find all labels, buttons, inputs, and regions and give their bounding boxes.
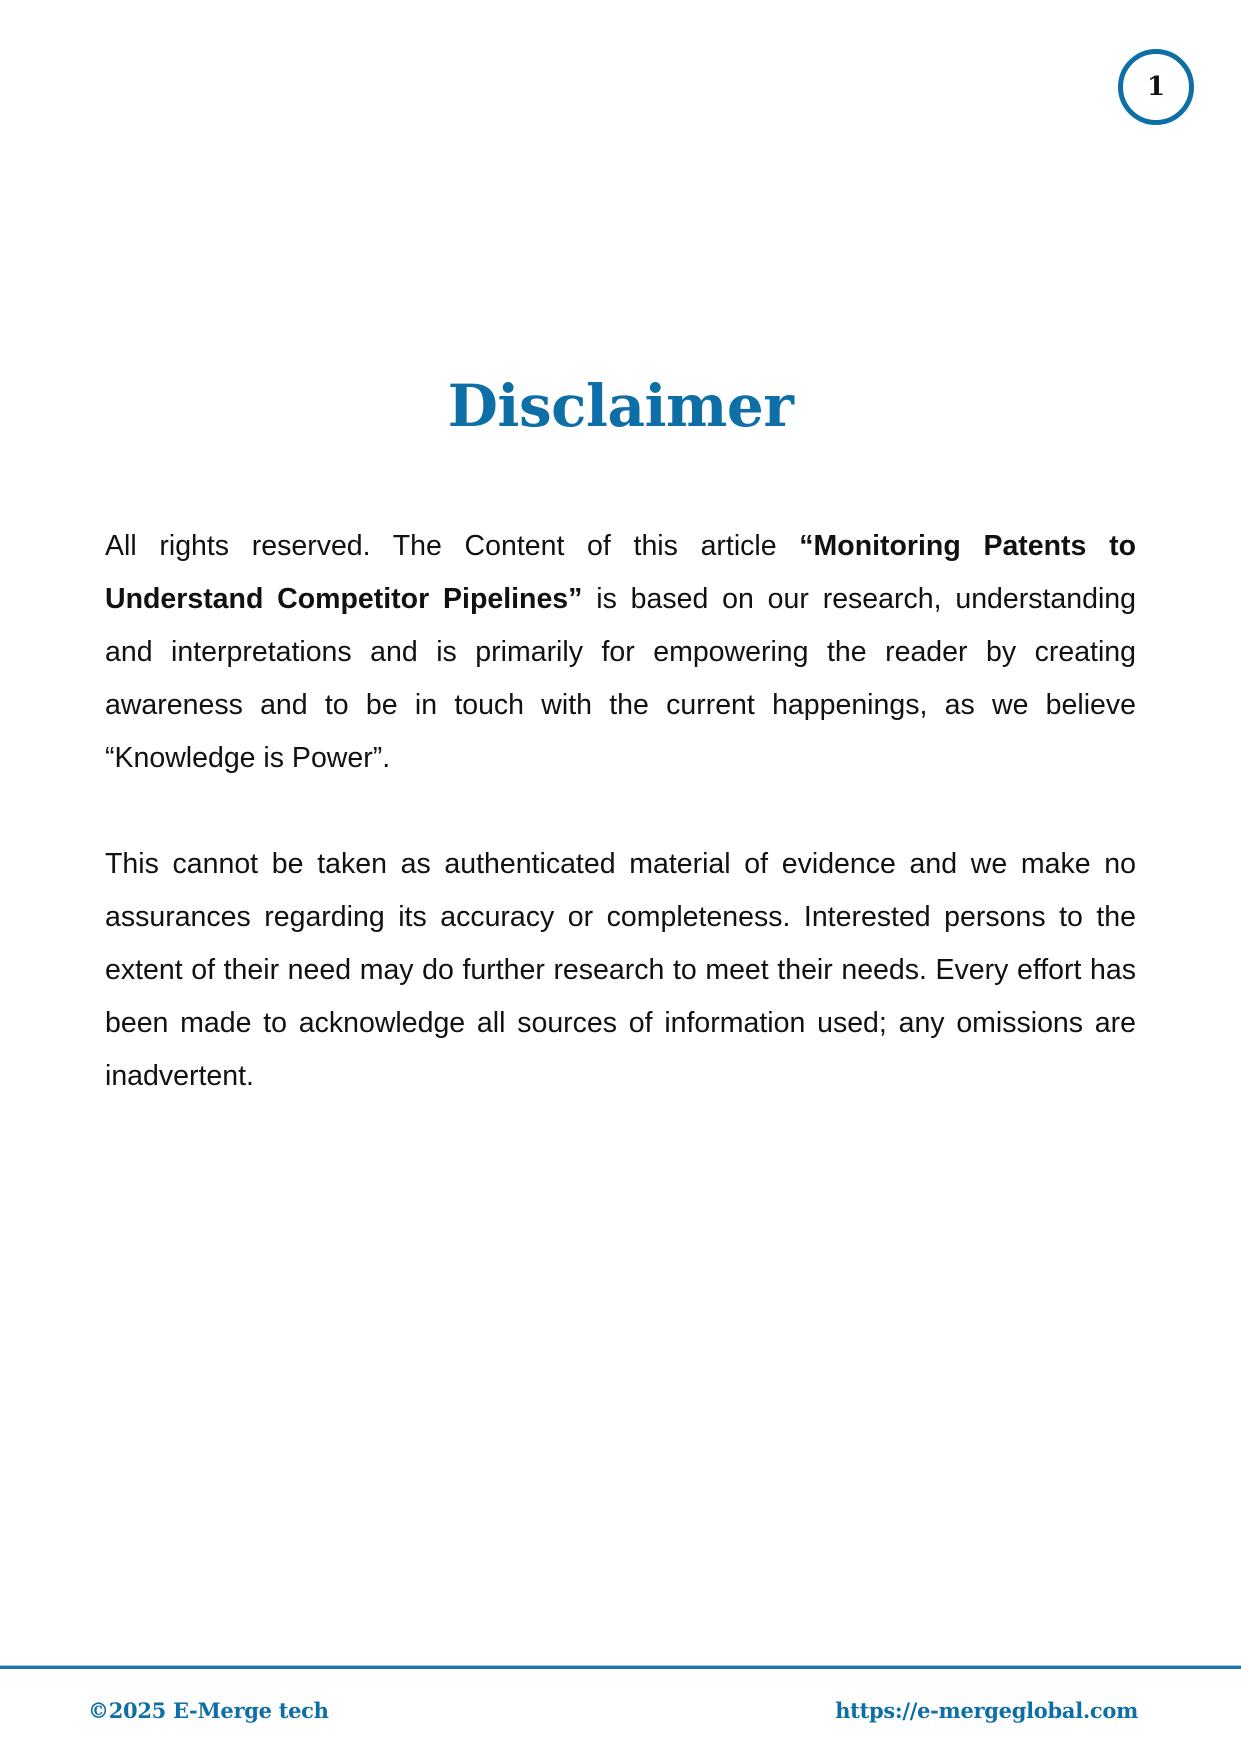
page-title: Disclaimer (447, 372, 794, 440)
footer-website-link[interactable]: https://e-mergeglobal.com (835, 1698, 1138, 1723)
paragraph-1-rest: is based on our research, understanding and interpretations and is primarily for empowering the reader by creating awareness and to be in touch with the current happenings, as we believe “Knowledge is Power”. (105, 583, 1136, 774)
page-number: 1 (1146, 72, 1166, 102)
article-title: “Monitoring Patents to Understand Competitor Pipelines” (105, 530, 1136, 615)
footer-copyright: ©2025 E-Merge tech (88, 1698, 329, 1723)
page-number-badge (1118, 49, 1194, 125)
disclaimer-paragraph-2: This cannot be taken as authenticated material of evidence and we make no assurances regarding its accuracy or completeness. Interested persons to the extent of their need may do further research to meet their needs. Every effort has been made to acknowledge all sources of information used; any omissions are inadvertent. (105, 848, 1136, 1092)
disclaimer-paragraph-1 (105, 520, 1136, 785)
paragraph-1-intro: All rights reserved. The Content of this article (105, 530, 800, 562)
footer-divider (0, 1666, 1241, 1669)
